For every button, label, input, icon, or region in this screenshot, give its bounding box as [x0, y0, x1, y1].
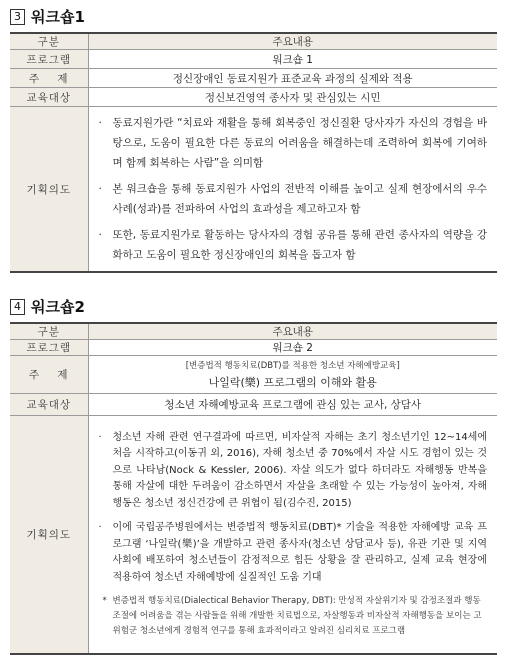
row-value-program: 워크숍 1 — [88, 50, 497, 69]
bullet-item: · 동료지원가란 “치료와 재활을 통해 회복중인 정신질환 당사자가 자신의 경험을 바탕으로, 도움이 필요한 다른 동료의 어려움을 해결하는데 조력하여 회복에 기여하며 함께 회복하는 사람”을 의미함 — [98, 117, 487, 169]
row-value-target: 정신보건영역 종사자 및 관심있는 시민 — [88, 88, 497, 107]
table-row — [10, 356, 497, 394]
table-row — [10, 69, 497, 88]
topic-main: 나일락(樂) 프로그램의 이해와 활용 — [208, 375, 377, 389]
row-value-program: 워크숍 2 — [88, 340, 497, 356]
workshop2-table — [10, 322, 497, 655]
row-value-topic: 정신장애인 동료지원가 표준교육 과정의 실제와 적용 — [88, 69, 497, 88]
section-number-box: 3 — [10, 9, 25, 25]
table-row — [10, 394, 497, 416]
table-row — [10, 50, 497, 69]
section-title-2 — [10, 296, 85, 317]
table-header-row — [10, 33, 497, 50]
section-title-text: 워크숍2 — [31, 298, 85, 316]
intent-bullets — [89, 107, 498, 271]
table-row — [10, 88, 497, 107]
row-label-topic: 주 제 — [10, 356, 88, 394]
row-label-program: 프로그램 — [10, 340, 88, 356]
footnote-text: 변증법적 행동치료(Dialectical Behavior Therapy, DBT): 만성적 자살위기자 및 감정조절과 행동조절에 어려움을 겪는 사람들을 위해 개발한 치료법으로, 자살행동과 비자살적 자해행동을 보이는 고위험군 청소년에게 경험적 연구를 통해 효과적이라고 알려진 심리치료 프로그램 — [112, 596, 482, 636]
header-category: 구분 — [10, 323, 88, 340]
bullet-item: · 또한, 동료지원가로 활동하는 당사자의 경험 공유를 통해 관련 종사자의 역량을 강화하고 도움이 필요한 정신장애인의 회복을 돕고자 함 — [98, 229, 487, 261]
row-label-intent: 기획의도 — [10, 107, 88, 273]
section-title-1 — [10, 6, 85, 27]
topic-subtitle: [변증법적 행동치료(DBT)를 적용한 청소년 자해예방교육] — [185, 360, 400, 371]
row-label-target: 교육대상 — [10, 394, 88, 416]
table-row-intent — [10, 107, 497, 273]
section-number-box: 4 — [10, 299, 25, 315]
table-row — [10, 340, 497, 356]
footnote-mark: * — [102, 596, 107, 606]
footnote — [99, 594, 488, 639]
bullet-item: · 청소년 자해 관련 연구결과에 따르면, 비자살적 자해는 초기 청소년기인 12~14세에 처음 시작하고(이동귀 외, 2016), 자해 청소년 중 70%에서 자살 시도 경험이 있는 것으로 나타남(Nock & Kessler, 2006). 자살 의도가 없다 하더라도 자해행동 반복을 통해 자살에 대한 두려움이 감소하면서 자살을 초래할 수 있는 가능성이 높아져, 자해행동은 청소년 정신건강에 큰 위협이 됨(김수진, 2015) — [98, 431, 487, 509]
workshop1-table — [10, 32, 497, 273]
row-label-intent: 기획의도 — [10, 416, 88, 654]
row-label-target: 교육대상 — [10, 88, 88, 107]
bullet-item: · 이에 국립공주병원에서는 변증법적 행동치료(DBT)* 기술을 적용한 자해예방 교육 프로그램 ‘나일락(樂)’을 개발하고 관련 종사자(청소년 상담교사 등), 유관 기관 및 지역사회에 배포하여 청소년들이 감정적으로 힘든 상황을 잘 관리하고, 실제 교육 현장에 적용하여 청소년 자해예방에 실질적인 도움 기대 — [98, 522, 487, 583]
row-label-program: 프로그램 — [10, 50, 88, 69]
intent-bullets — [89, 424, 498, 646]
bullet-item: · 본 워크숍을 통해 동료지원가 사업의 전반적 이해를 높이고 실제 현장에서의 우수 사례(성과)를 전파하여 사업의 효과성을 제고하고자 함 — [98, 183, 487, 215]
section-title-text: 워크숍1 — [31, 8, 85, 26]
header-category: 구분 — [10, 33, 88, 50]
header-content: 주요내용 — [88, 33, 497, 50]
header-content: 주요내용 — [88, 323, 497, 340]
row-value-target: 청소년 자해예방교육 프로그램에 관심 있는 교사, 상담사 — [88, 394, 497, 416]
table-header-row — [10, 323, 497, 340]
table-row-intent — [10, 416, 497, 654]
row-label-topic: 주 제 — [10, 69, 88, 88]
